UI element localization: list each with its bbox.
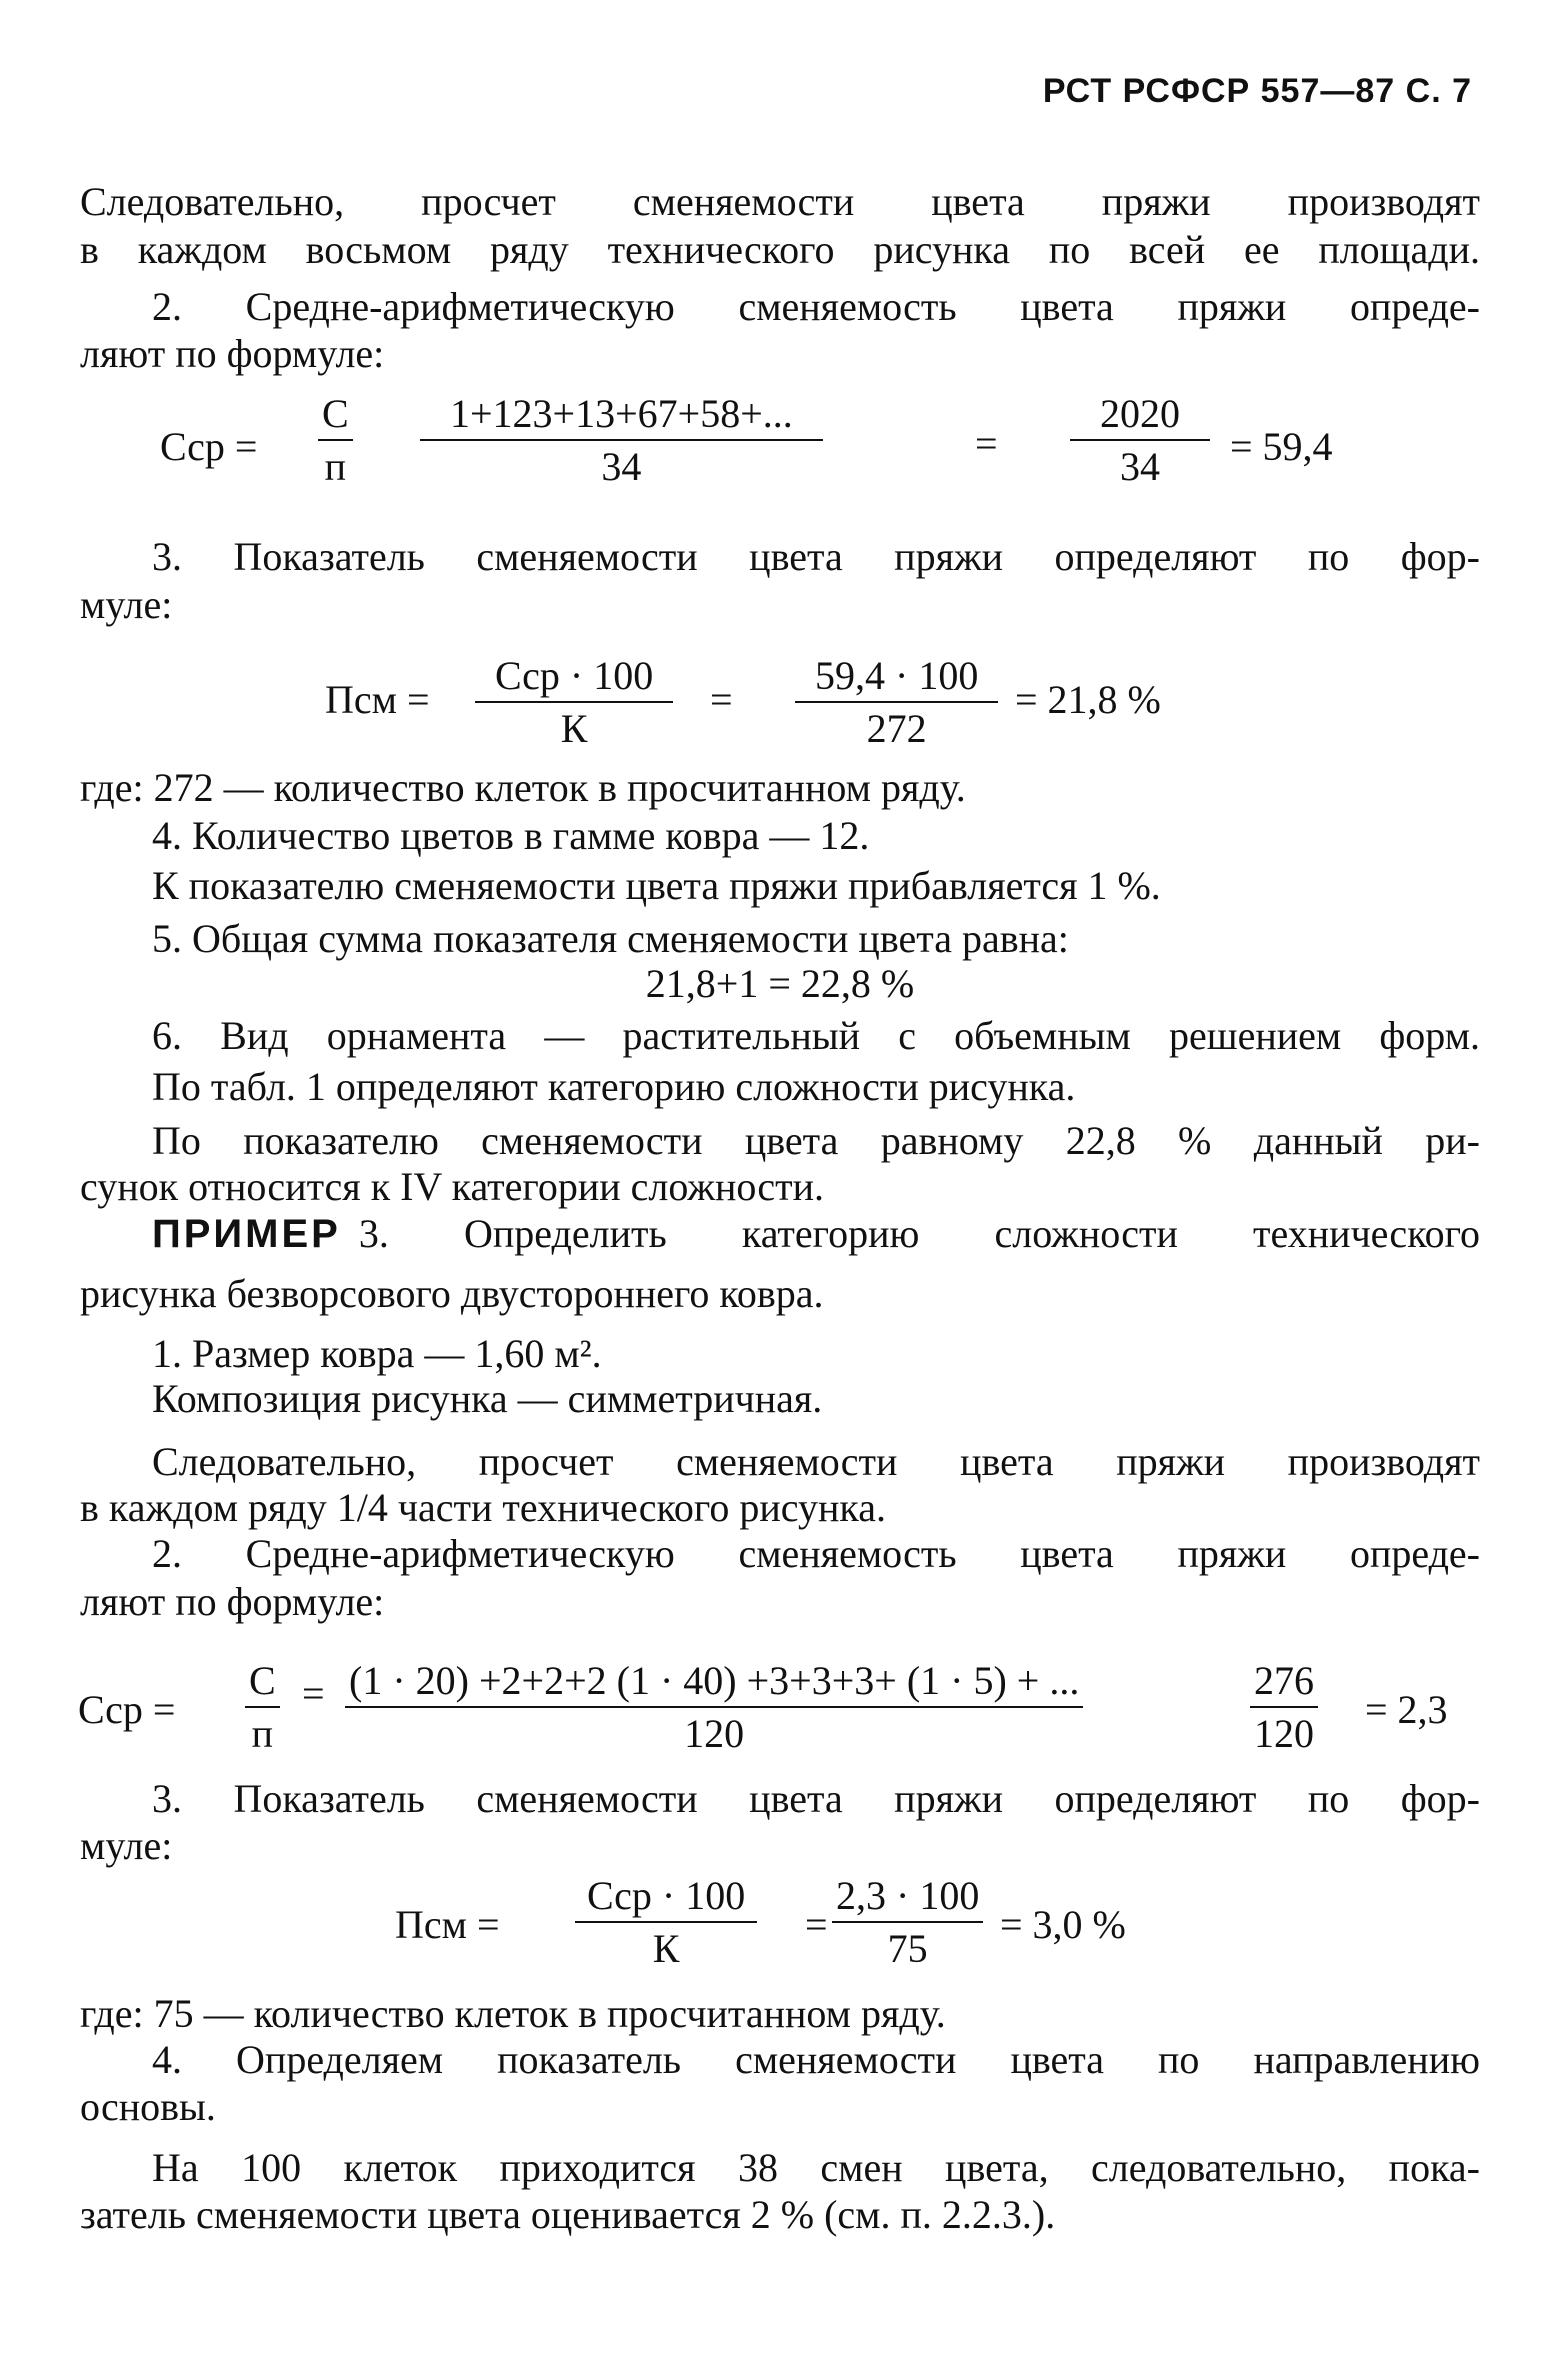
text-line: Следовательно, просчет сменяемости цвета пряжи производят bbox=[80, 179, 1480, 224]
equals-sign: = bbox=[975, 421, 998, 466]
text-line: рисунка безворсового двустороннего ковра. bbox=[80, 1271, 824, 1316]
numerator: 276 bbox=[1250, 1657, 1318, 1708]
example-heading-text: 3. Определить категорию сложности технического bbox=[358, 1211, 1480, 1256]
text-line: сунок относится к IV категории сложности. bbox=[80, 1164, 825, 1209]
fraction bbox=[575, 1872, 757, 1972]
numerator: 1+123+13+67+58+... bbox=[420, 390, 823, 441]
fraction bbox=[245, 1657, 280, 1757]
text-line: К показателю сменяемости цвета пряжи прибавляется 1 %. bbox=[152, 863, 1161, 908]
text-line: 2. Средне-арифметическую сменяемость цвета пряжи опреде- bbox=[152, 1531, 1480, 1576]
numerator: 59,4 · 100 bbox=[795, 652, 998, 703]
fraction bbox=[1250, 1657, 1318, 1757]
numerator: С bbox=[245, 1657, 280, 1708]
text-line: Следовательно, просчет сменяемости цвета пряжи производят bbox=[152, 1439, 1480, 1484]
text-line: 3. Показатель сменяемости цвета пряжи определяют по фор- bbox=[152, 1776, 1480, 1821]
text-line: затель сменяемости цвета оценивается 2 % (см. п. 2.2.3.). bbox=[80, 2192, 1056, 2237]
text-line: Композиция рисунка — симметричная. bbox=[152, 1376, 823, 1421]
formula-lhs: Псм = bbox=[325, 677, 430, 722]
text-line: ляют по формуле: bbox=[80, 1579, 385, 1624]
text-line: в каждом восьмом ряду технического рисунка по всей ее площади. bbox=[80, 227, 1480, 272]
text-line: 5. Общая сумма показателя сменяемости цвета равна: bbox=[152, 916, 1069, 961]
numerator: (1 · 20) +2+2+2 (1 · 40) +3+3+3+ (1 · 5) + ... bbox=[345, 1657, 1083, 1708]
equals-sign: = bbox=[302, 1671, 325, 1716]
numerator: 2020 bbox=[1070, 390, 1210, 441]
text-line: 3. Показатель сменяемости цвета пряжи определяют по фор- bbox=[152, 534, 1480, 579]
denominator: п bbox=[324, 444, 347, 489]
denominator: К bbox=[560, 706, 588, 751]
denominator: 34 bbox=[601, 444, 642, 489]
formula-lhs: Сср = bbox=[160, 424, 258, 469]
numerator: Сср · 100 bbox=[575, 1872, 757, 1923]
formula-lhs: Сср = bbox=[78, 1687, 176, 1732]
numerator: 2,3 · 100 bbox=[832, 1872, 983, 1923]
text-line: муле: bbox=[80, 582, 173, 627]
text-line: основы. bbox=[80, 2084, 216, 2129]
denominator: п bbox=[251, 1711, 274, 1756]
text-line: 6. Вид орнамента — растительный с объемным решением форм. bbox=[152, 1013, 1480, 1058]
denominator: 34 bbox=[1120, 444, 1160, 489]
text-line: 1. Размер ковра — 1,60 м². bbox=[152, 1331, 602, 1376]
example-heading-line bbox=[152, 1210, 1480, 1258]
formula-result: = 2,3 bbox=[1365, 1687, 1448, 1732]
denominator: 120 bbox=[1254, 1711, 1314, 1756]
fraction bbox=[832, 1872, 983, 1972]
equals-sign: = bbox=[710, 677, 733, 722]
fraction bbox=[345, 1657, 1083, 1757]
fraction bbox=[475, 652, 673, 752]
text-line: где: 75 — количество клеток в просчитанном ряду. bbox=[80, 1991, 946, 2036]
fraction bbox=[1070, 390, 1210, 490]
fraction bbox=[318, 390, 353, 490]
formula-lhs: Псм = bbox=[395, 1902, 500, 1947]
equals-sign: = bbox=[805, 1902, 828, 1947]
example-label: ПРИМЕР bbox=[152, 1212, 341, 1256]
text-line: где: 272 — количество клеток в просчитанном ряду. bbox=[80, 765, 966, 810]
numerator: Сср · 100 bbox=[475, 652, 673, 703]
denominator: К bbox=[652, 1926, 680, 1971]
text-line: 4. Определяем показатель сменяемости цвета по направлению bbox=[152, 2037, 1480, 2082]
text-line: По табл. 1 определяют категорию сложности рисунка. bbox=[152, 1064, 1076, 1109]
denominator: 272 bbox=[866, 706, 927, 751]
text-line: 4. Количество цветов в гамме ковра — 12. bbox=[152, 813, 870, 858]
text-line: 2. Средне-арифметическую сменяемость цвета пряжи опреде- bbox=[152, 284, 1480, 329]
text-line: ляют по формуле: bbox=[80, 331, 385, 376]
formula-result: = 59,4 bbox=[1230, 424, 1333, 469]
formula-result: = 21,8 % bbox=[1015, 677, 1161, 722]
text-line: 21,8+1 = 22,8 % bbox=[645, 961, 915, 1006]
fraction bbox=[795, 652, 998, 752]
denominator: 75 bbox=[887, 1926, 928, 1971]
text-line: муле: bbox=[80, 1823, 173, 1868]
numerator: С bbox=[318, 390, 353, 441]
denominator: 120 bbox=[684, 1711, 745, 1756]
text-line: По показателю сменяемости цвета равному 22,8 % данный ри- bbox=[152, 1118, 1480, 1163]
text-line: в каждом ряду 1/4 части технического рисунка. bbox=[80, 1485, 886, 1530]
page-header: РСТ РСФСР 557—87 С. 7 bbox=[1042, 72, 1472, 110]
fraction bbox=[420, 390, 823, 490]
text-line: На 100 клеток приходится 38 смен цвета, следовательно, пока- bbox=[152, 2145, 1480, 2190]
formula-result: = 3,0 % bbox=[1000, 1902, 1126, 1947]
